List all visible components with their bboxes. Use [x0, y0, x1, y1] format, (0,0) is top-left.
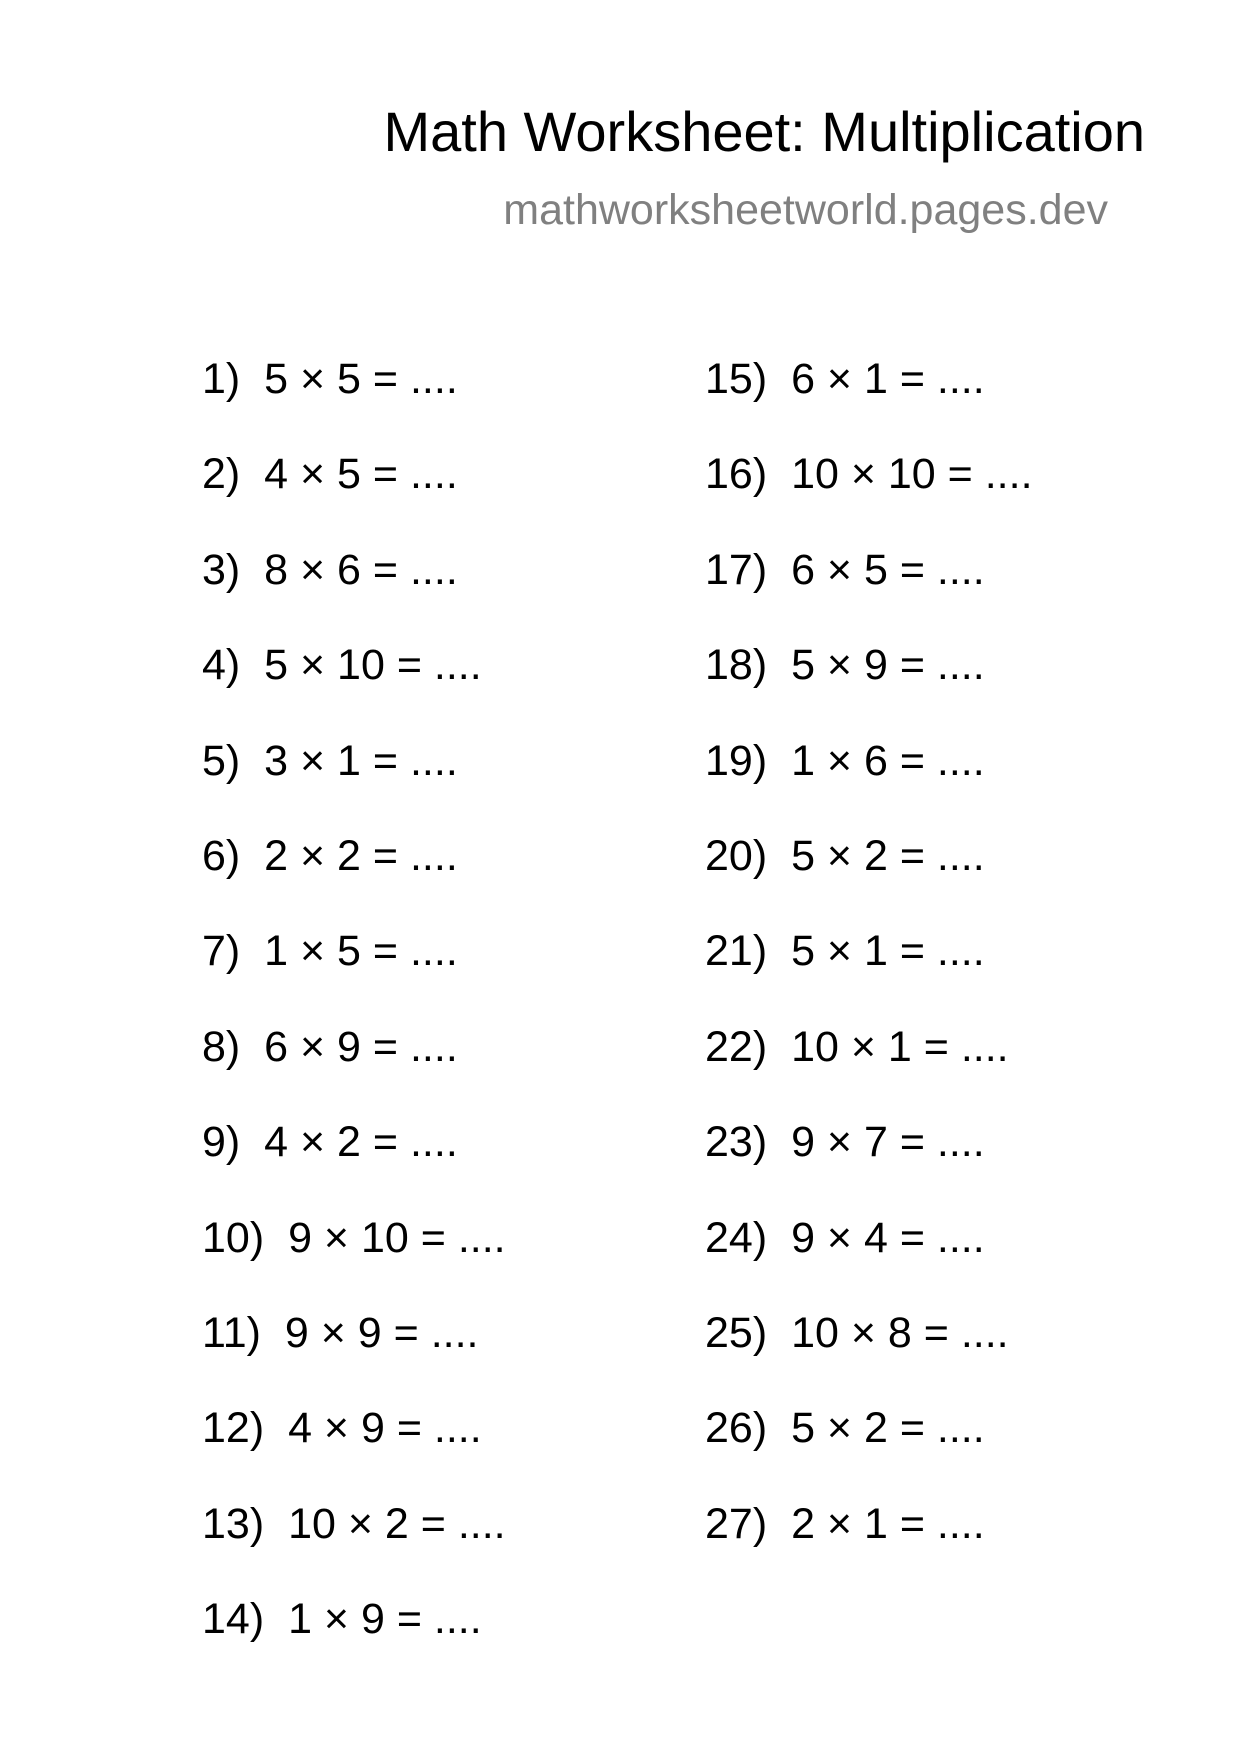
problem-expression: 1 × 5 = ....: [264, 927, 458, 976]
problem-number: 3): [202, 545, 241, 594]
problem-number: 16): [705, 450, 768, 499]
problem-item: [705, 1498, 1033, 1593]
problem-item: [705, 353, 1033, 448]
problem-expression: 9 × 10 = ....: [288, 1213, 506, 1262]
problem-expression: 2 × 2 = ....: [264, 831, 458, 880]
problem-number: 15): [705, 355, 768, 403]
problem-number: 9): [202, 1118, 241, 1167]
problems-column-right: [705, 353, 1033, 1593]
problem-item: [705, 1307, 1033, 1402]
problem-number: 22): [705, 1022, 768, 1071]
problem-item: [705, 448, 1033, 543]
problem-number: 2): [202, 450, 241, 499]
problem-expression: 5 × 2 = ....: [791, 831, 985, 880]
problem-number: 21): [705, 927, 768, 976]
problem-number: 12): [202, 1404, 265, 1453]
problem-item: [202, 1021, 506, 1116]
problem-item: [705, 1021, 1033, 1116]
problem-item: [202, 353, 506, 448]
problem-expression: 3 × 1 = ....: [264, 736, 458, 785]
problem-number: 6): [202, 831, 241, 880]
page-title: Math Worksheet: Multiplication: [383, 100, 1145, 163]
problem-expression: 10 × 2 = ....: [288, 1499, 506, 1548]
problem-number: 18): [705, 641, 768, 690]
problem-expression: 4 × 5 = ....: [264, 450, 458, 499]
problem-number: 23): [705, 1118, 768, 1167]
problem-item: [202, 639, 506, 734]
problem-expression: 5 × 5 = ....: [264, 355, 458, 403]
problem-expression: 6 × 5 = ....: [791, 545, 985, 594]
problem-number: 19): [705, 736, 768, 785]
problem-expression: 6 × 9 = ....: [264, 1022, 458, 1071]
problems-column-left: [202, 353, 506, 1688]
problem-expression: 8 × 6 = ....: [264, 545, 458, 594]
problem-item: [202, 1116, 506, 1211]
problem-item: [705, 925, 1033, 1020]
problem-item: [705, 639, 1033, 734]
problem-item: [202, 1212, 506, 1307]
problem-expression: 1 × 9 = ....: [288, 1595, 482, 1644]
problem-expression: 10 × 1 = ....: [791, 1022, 1009, 1071]
problem-number: 20): [705, 831, 768, 880]
problem-item: [202, 830, 506, 925]
website-url: mathworksheetworld.pages.dev: [503, 186, 1108, 234]
problem-expression: 4 × 9 = ....: [288, 1404, 482, 1453]
problem-number: 7): [202, 927, 241, 976]
problem-number: 25): [705, 1308, 768, 1357]
problem-expression: 9 × 4 = ....: [791, 1213, 985, 1262]
problem-expression: 2 × 1 = ....: [791, 1499, 985, 1548]
problem-item: [202, 1593, 506, 1688]
problem-item: [202, 1498, 506, 1593]
problem-number: 14): [202, 1595, 265, 1644]
problem-item: [705, 544, 1033, 639]
problem-item: [202, 1307, 506, 1402]
problem-number: 17): [705, 545, 768, 594]
problem-item: [202, 448, 506, 543]
problem-item: [202, 925, 506, 1020]
problem-number: 24): [705, 1213, 768, 1262]
problem-item: [705, 1116, 1033, 1211]
problem-item: [202, 735, 506, 830]
problem-number: 4): [202, 641, 241, 690]
problem-expression: 5 × 10 = ....: [264, 641, 482, 690]
problem-expression: 10 × 10 = ....: [791, 450, 1033, 499]
problem-number: 5): [202, 736, 241, 785]
problem-number: 10): [202, 1213, 265, 1262]
problem-item: [202, 544, 506, 639]
problem-number: 8): [202, 1022, 241, 1071]
problem-number: 11): [202, 1308, 261, 1357]
problem-expression: 5 × 1 = ....: [791, 927, 985, 976]
problem-expression: 4 × 2 = ....: [264, 1118, 458, 1167]
problem-expression: 9 × 7 = ....: [791, 1118, 985, 1167]
problem-number: 13): [202, 1499, 265, 1548]
problem-item: [705, 735, 1033, 830]
problem-number: 27): [705, 1499, 768, 1548]
problem-item: [202, 1402, 506, 1497]
problem-expression: 6 × 1 = ....: [791, 355, 985, 403]
problem-expression: 5 × 9 = ....: [791, 641, 985, 690]
problem-item: [705, 830, 1033, 925]
problem-item: [705, 1402, 1033, 1497]
problem-item: [705, 1212, 1033, 1307]
problem-expression: 9 × 9 = ....: [284, 1308, 479, 1357]
problem-number: 1): [202, 355, 241, 403]
problem-number: 26): [705, 1404, 768, 1453]
problem-expression: 1 × 6 = ....: [791, 736, 985, 785]
problem-expression: 5 × 2 = ....: [791, 1404, 985, 1453]
problem-expression: 10 × 8 = ....: [791, 1308, 1009, 1357]
